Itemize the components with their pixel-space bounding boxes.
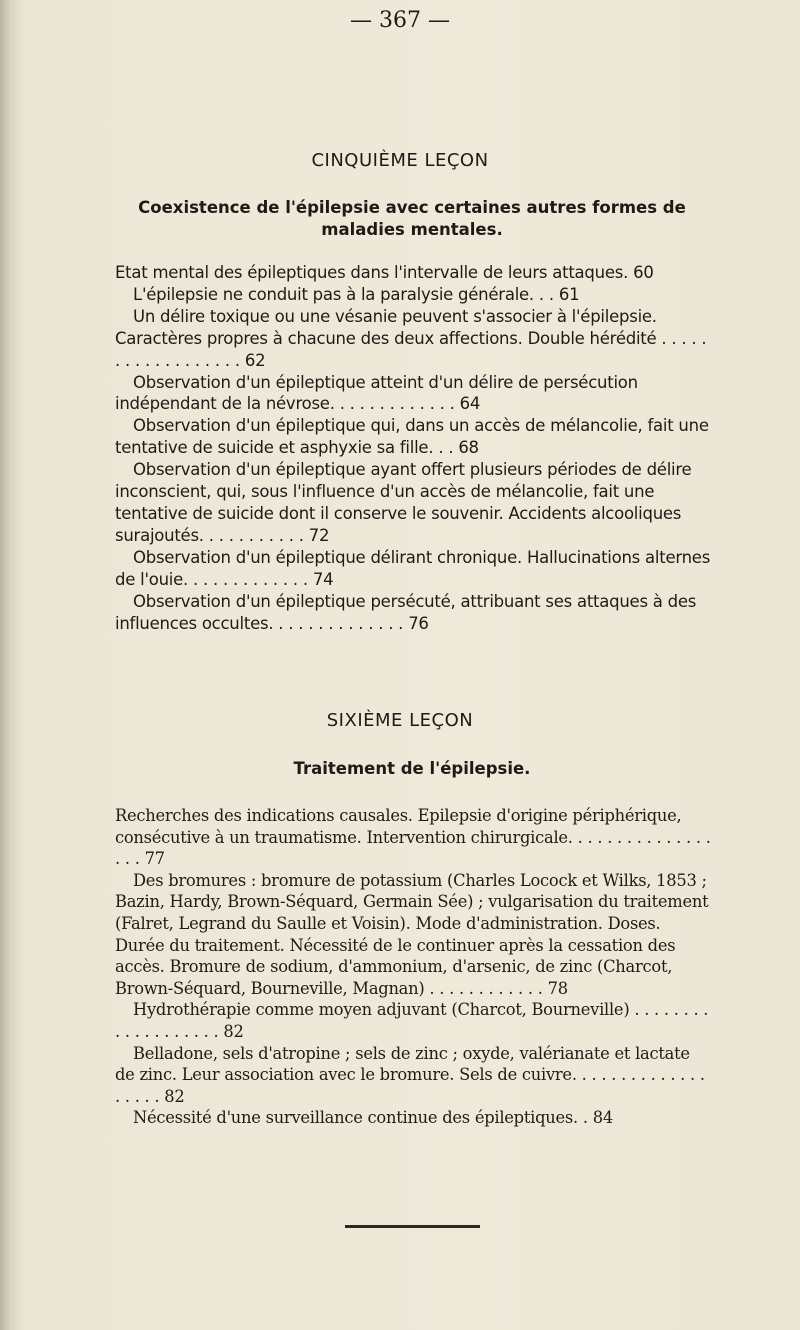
toc-entry (115, 262, 713, 284)
toc-entry-page: 62 (244, 350, 266, 370)
toc-entry-page: 84 (592, 1108, 613, 1128)
toc-entry-text: Des bromures : bromure de potassium (Charles Locock et Wilks, 1853 ; Bazin, Hardy, Brown-Séquard, Germain Sée) ; vulgarisation du traitement (Falret, Legrand du Saulle et Voisin). Mode d'administration. Doses. Durée du traitement. Nécessité de le continuer après la cessation des accès. Bromure de sodium, d'ammonium, d'arsenic, de zinc (Charcot, Brown-Séquard, Bourneville, Magnan) . . . . . . . . . . . . (115, 870, 709, 998)
toc-entry (115, 306, 713, 372)
toc-entry (115, 415, 713, 459)
lecon5-subtitle: Coexistence de l'épilepsie avec certaines autres formes de maladies mentales. (138, 198, 686, 239)
toc-entry-page: 82 (164, 1086, 185, 1106)
lecon6-contents (115, 805, 713, 1129)
lecon6-subtitle: Traitement de l'épilepsie. (293, 759, 531, 778)
toc-entry-page: 60 (633, 263, 654, 282)
toc-entry-text: Nécessité d'une surveillance continue des épileptiques. . (133, 1108, 588, 1128)
toc-entry-text: Recherches des indications causales. Epilepsie d'origine périphérique, consécutive à un traumatisme. Intervention chirurgicale. . . . . . . . . . . . . . . . . . (115, 806, 711, 869)
toc-entry-text: Belladone, sels d'atropine ; sels de zinc ; oxyde, valérianate et lactate de zinc. Leur association avec le bromure. Sels de cuivre. . . . . . . . . . . . . . . . . . . (115, 1043, 705, 1106)
toc-entry (115, 805, 713, 870)
toc-entry-text: Un délire toxique ou une vésanie peuvent s'associer à l'épilepsie. Caractères propres à chacune des deux affections. Double hérédité . . . . . . . . . . . . . . . . . . (115, 306, 707, 370)
toc-entry-page: 72 (308, 525, 330, 545)
toc-entry-text: Etat mental des épileptiques dans l'intervalle de leurs attaques. (115, 263, 629, 282)
toc-entry-page: 82 (223, 1021, 244, 1041)
toc-entry (115, 1043, 713, 1108)
toc-entry-text: L'épilepsie ne conduit pas à la paralysie générale. . . (133, 284, 554, 304)
toc-entry (115, 372, 713, 416)
toc-entry (115, 547, 713, 591)
toc-entry (115, 1107, 713, 1129)
toc-entry-page: 64 (459, 394, 481, 414)
toc-entry-text: Observation d'un épileptique ayant offert plusieurs périodes de délire inconscient, qui, sous l'influence d'un accès de mélancolie, fait une tentative de suicide dont il conserve le souvenir. Accidents alcooliques surajoutés. . . . . . . . . . . (115, 460, 692, 545)
toc-entry-page: 68 (458, 438, 479, 458)
lecon5-title: CINQUIÈME LEÇON (311, 150, 489, 171)
toc-entry-page: 74 (312, 569, 334, 589)
toc-entry-text: Hydrothérapie comme moyen adjuvant (Charcot, Bourneville) . . . . . . . . . . . . . . . . . . . (115, 1000, 709, 1041)
toc-entry (115, 870, 713, 1000)
lecon5-contents (115, 262, 713, 634)
toc-entry-text: Observation d'un épileptique qui, dans un accès de mélancolie, fait une tentative de suicide et asphyxie sa fille. . . (115, 416, 709, 458)
lecon6-title: SIXIÈME LEÇON (326, 710, 474, 731)
toc-entry-text: Observation d'un épileptique délirant chronique. Hallucinations alternes de l'ouie. . . . . . . . . . . . . (115, 547, 711, 589)
closing-rule (345, 1225, 480, 1228)
toc-entry-text: Observation d'un épileptique atteint d'un délire de persécution indépendant de la névrose. . . . . . . . . . . . . (115, 372, 638, 414)
toc-entry-page: 76 (408, 613, 429, 633)
page-number: — 367 — (350, 8, 450, 33)
toc-entry (115, 459, 713, 547)
toc-entry-page: 78 (547, 978, 568, 998)
toc-entry-page: 61 (558, 284, 580, 304)
toc-entry (115, 591, 713, 635)
toc-entry-text: Observation d'un épileptique persécuté, attribuant ses attaques à des influences occultes. . . . . . . . . . . . . . (115, 591, 697, 633)
toc-entry (115, 284, 713, 306)
toc-entry (115, 999, 713, 1042)
toc-entry-page: 77 (144, 849, 165, 869)
